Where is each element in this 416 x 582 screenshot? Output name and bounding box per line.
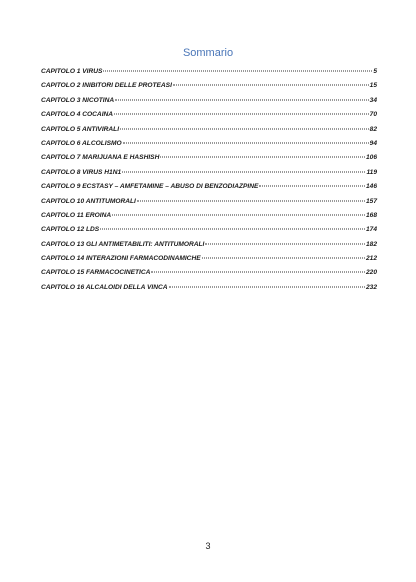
toc-entry-label: CAPITOLO 7 MARIJUANA E HASHISH [41,154,160,162]
toc-entry[interactable] [41,140,377,154]
page-number: 3 [205,541,211,551]
toc-entry-label: CAPITOLO 8 VIRUS H1N1 [41,168,122,176]
dot-leader [160,157,365,158]
toc-entry-label: CAPITOLO 14 INTERAZIONI FARMACODINAMICHE [41,255,201,263]
dot-leader [115,99,369,100]
toc-entry-page-number: 94 [369,139,377,147]
dot-leader [173,85,369,86]
dot-leader [112,214,365,215]
toc-entry-page-number: 119 [366,168,377,176]
dot-leader [100,229,365,230]
toc-entry[interactable] [41,111,377,125]
dot-leader [151,272,365,273]
toc-entry[interactable] [41,226,377,240]
toc-entry[interactable] [41,212,377,226]
toc-entry-label: CAPITOLO 12 LDS [41,226,100,234]
toc-entry-page-number: 15 [369,82,377,90]
toc-entry-page-number: 168 [365,211,377,219]
toc-entry-page-number: 174 [365,226,377,234]
dot-leader [259,186,365,187]
dot-leader [169,286,365,287]
toc-entry[interactable] [41,68,377,82]
dot-leader [122,171,365,172]
dot-leader [205,243,365,244]
toc-entry[interactable] [41,82,377,96]
toc-entry[interactable] [41,126,377,140]
toc-entry-label: CAPITOLO 16 ALCALOIDI DELLA VINCA [41,283,168,291]
toc-title: Sommario [182,47,234,59]
toc-entry-label: CAPITOLO 13 GLI ANTIMETABILITI: ANTITUMORALI [41,240,205,248]
dot-leader [137,200,365,201]
table-of-contents [41,68,377,298]
toc-entry[interactable] [41,183,377,197]
toc-entry-page-number: 70 [369,111,377,119]
toc-entry-label: CAPITOLO 10 ANTITUMORALI [41,197,136,205]
toc-entry[interactable] [41,255,377,269]
toc-entry-page-number: 182 [365,240,377,248]
toc-entry-page-number: 157 [365,197,377,205]
toc-entry-page-number: 5 [373,68,377,75]
toc-entry-label: CAPITOLO 5 ANTIVIRALI [41,125,120,133]
toc-entry-page-number: 82 [369,125,377,133]
toc-entry-label: CAPITOLO 15 FARMACOCINETICA [41,269,151,277]
toc-entry[interactable] [41,241,377,255]
dot-leader [202,258,365,259]
toc-entry[interactable] [41,97,377,111]
toc-entry-label: CAPITOLO 4 COCAINA [41,111,114,119]
toc-entry[interactable] [41,284,377,298]
toc-entry[interactable] [41,198,377,212]
toc-entry-label: CAPITOLO 1 VIRUS [41,68,103,75]
dot-leader [123,142,369,143]
toc-entry[interactable] [41,154,377,168]
dot-leader [103,71,372,72]
dot-leader [114,114,369,115]
toc-entry-label: CAPITOLO 3 NICOTINA [41,96,115,104]
dot-leader [120,128,369,129]
toc-entry[interactable] [41,169,377,183]
toc-entry-page-number: 34 [369,96,377,104]
toc-entry-page-number: 220 [365,269,377,277]
toc-entry-label: CAPITOLO 2 INIBITORI DELLE PROTEASI [41,82,172,90]
toc-entry-page-number: 106 [365,154,377,162]
toc-entry-label: CAPITOLO 9 ECSTASY – AMFETAMINE – ABUSO DI BENZODIAZPINE [41,183,259,191]
toc-entry-label: CAPITOLO 6 ALCOLISMO [41,139,122,147]
toc-entry-page-number: 232 [365,283,377,291]
toc-entry-page-number: 146 [365,183,377,191]
toc-entry-label: CAPITOLO 11 EROINA [41,211,112,219]
toc-entry-page-number: 212 [365,255,377,263]
toc-entry[interactable] [41,269,377,283]
